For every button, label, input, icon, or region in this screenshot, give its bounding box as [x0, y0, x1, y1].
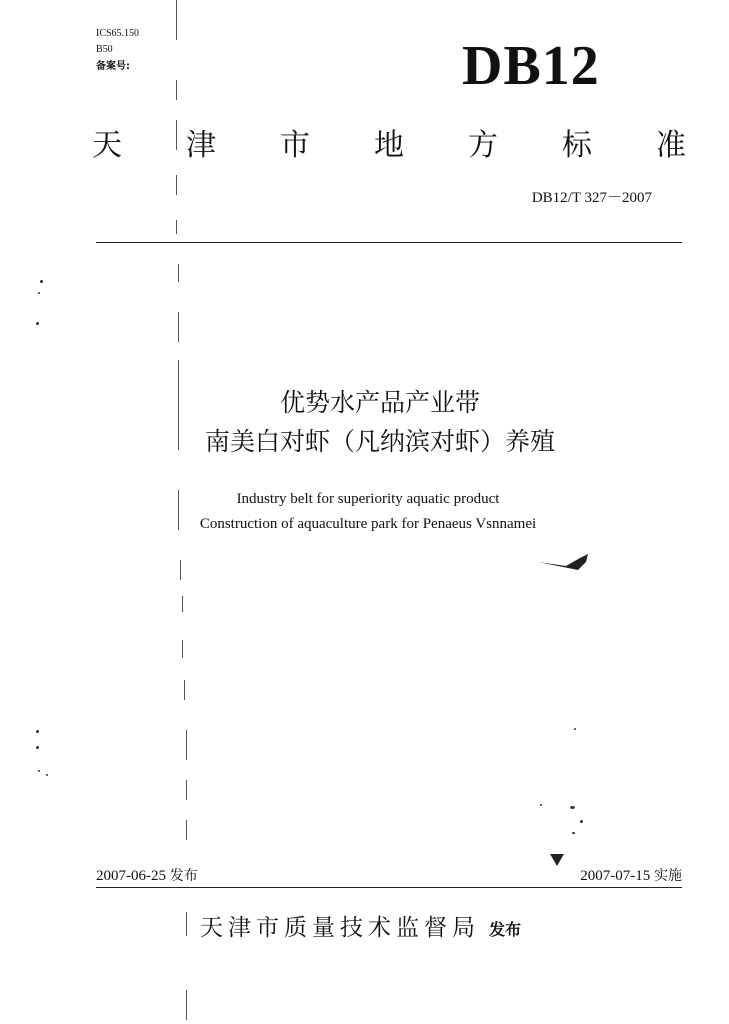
scan-speck: [570, 806, 575, 809]
scan-speck: [580, 820, 583, 823]
scan-line: [182, 596, 183, 612]
scan-line: [186, 730, 187, 760]
scan-speck: [540, 804, 542, 806]
issue-date-label: 发布: [169, 868, 198, 884]
issue-date: [96, 866, 198, 886]
record-number-label: 备案号:: [96, 61, 130, 72]
scan-line: [186, 820, 187, 840]
implementation-date: [500, 866, 682, 886]
scan-speck: [36, 730, 39, 733]
english-title-line-1: Industry belt for superiority aquatic product: [236, 491, 500, 507]
scan-line: [180, 560, 181, 580]
scan-speck: [46, 774, 48, 776]
standard-code-logo: DB12: [462, 35, 600, 97]
category-title-char: 标: [562, 128, 592, 163]
scan-line: [186, 780, 187, 800]
chinese-title-line-1: 优势水产品产业带: [279, 388, 480, 417]
ics-code: ICS65.150: [96, 28, 140, 39]
implementation-date-value: 2007-07-15: [580, 868, 651, 884]
scan-speck: [38, 292, 40, 294]
category-title-char: 准: [656, 128, 686, 163]
classification-code: B50: [96, 44, 113, 55]
category-title: [92, 124, 686, 168]
scan-line: [182, 640, 183, 658]
scan-line: [176, 220, 177, 234]
chinese-title-line-2: 南美白对虾（凡纳滨对虾）养殖: [204, 427, 555, 456]
publisher-action: 发布: [489, 920, 522, 939]
scan-line: [176, 175, 177, 195]
bottom-divider: [96, 887, 682, 888]
issue-date-value: 2007-06-25: [96, 868, 166, 884]
publisher-name: 天津市质量技术监督局: [200, 915, 480, 941]
category-title-char: 津: [186, 128, 216, 163]
scan-line: [184, 680, 185, 700]
english-title-line-2: Construction of aquaculture park for Penaeus Vsnnamei: [199, 516, 537, 532]
scan-line: [178, 264, 179, 282]
scan-speck: [38, 770, 40, 772]
scan-smudge: [536, 548, 596, 574]
category-title-char: 方: [468, 128, 498, 163]
scan-speck: [40, 280, 43, 283]
scan-line: [178, 312, 179, 342]
category-title-char: 地: [374, 128, 404, 163]
scan-line: [186, 912, 187, 936]
scan-speck: [36, 322, 39, 325]
category-title-char: 市: [280, 128, 310, 163]
scan-line: [176, 0, 177, 40]
scan-line: [176, 80, 177, 100]
standard-number: DB12/T 327－2007: [531, 190, 652, 206]
publisher: [200, 912, 521, 946]
scan-speck: [574, 728, 576, 730]
category-title-char: 天: [92, 128, 122, 163]
scan-speck: [36, 746, 39, 749]
top-divider: [96, 242, 682, 243]
scan-speck: [572, 832, 575, 834]
scan-line: [186, 990, 187, 1020]
implementation-date-label: 实施: [654, 868, 682, 884]
